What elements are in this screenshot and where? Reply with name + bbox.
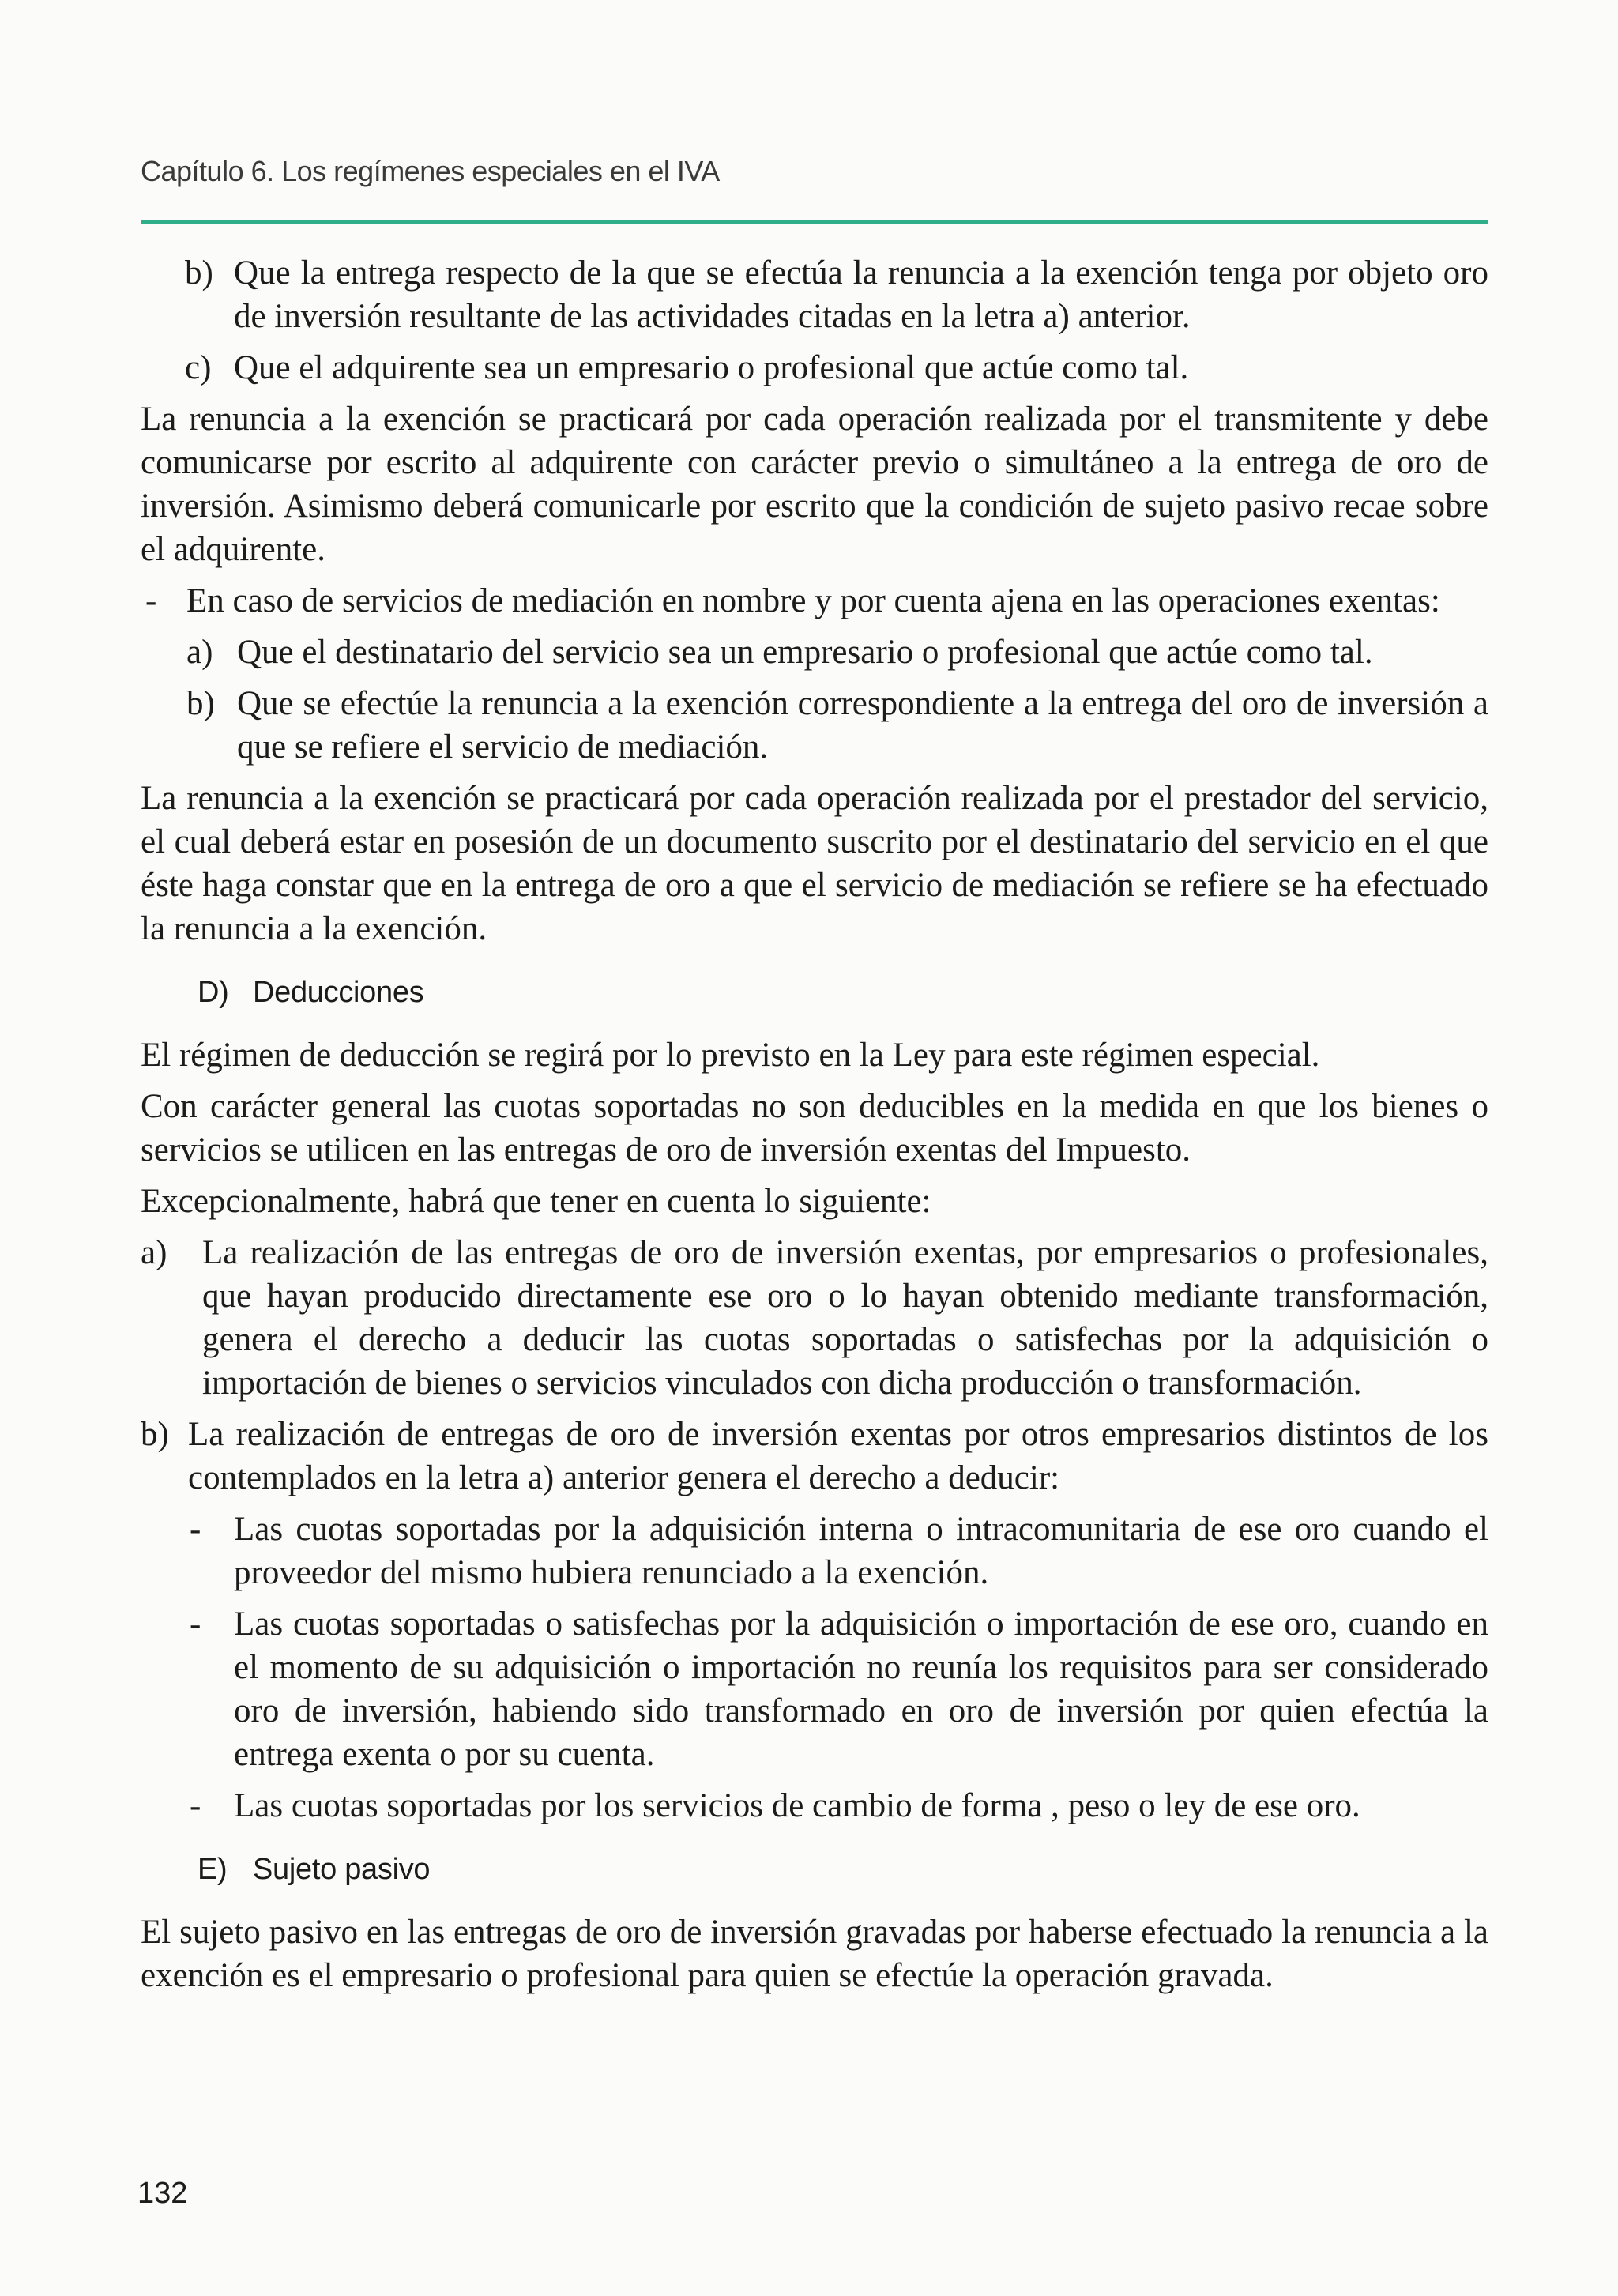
list-text: Que el destinatario del servicio sea un empresario o profesional que actúe como tal. bbox=[237, 634, 1373, 671]
header-rule bbox=[141, 220, 1488, 224]
list-item bbox=[141, 1602, 1488, 1776]
section-heading-sujeto-pasivo bbox=[198, 1848, 1488, 1891]
list-marker: b) bbox=[185, 254, 213, 292]
list-text: Las cuotas soportadas por la adquisición interna o intracomunitaria de ese oro cuando el proveedor del mismo hubiera renunciado a la exención. bbox=[234, 1511, 1488, 1591]
paragraph: El sujeto pasivo en las entregas de oro de inversión gravadas por haberse efectuado la renuncia a la exención es el empresario o profesional para quien se efectúe la operación gravada. bbox=[141, 1914, 1488, 1994]
list-item bbox=[141, 1507, 1488, 1594]
list-marker: a) bbox=[141, 1234, 167, 1271]
page-number: 132 bbox=[137, 2177, 188, 2210]
heading-letter: E) bbox=[198, 1853, 228, 1886]
page-body bbox=[141, 251, 1488, 2005]
list-marker: b) bbox=[186, 685, 215, 722]
paragraph: La renuncia a la exención se practicará por cada operación realizada por el prestador del servicio, el cual deberá estar en posesión de un documento suscrito por el destinatario del servicio en el que éste haga constar que en la entrega de oro a que el servicio de mediación se refiere se ha efectuado la renuncia a la exención. bbox=[141, 780, 1488, 947]
heading-letter: D) bbox=[198, 976, 229, 1009]
list-marker: b) bbox=[141, 1416, 169, 1453]
list-text: Que la entrega respecto de la que se efectúa la renuncia a la exención tenga por objeto oro de inversión resultante de las actividades citadas en la letra a) anterior. bbox=[234, 254, 1488, 335]
list-text: Que el adquirente sea un empresario o profesional que actúe como tal. bbox=[234, 349, 1189, 386]
list-marker: - bbox=[190, 1605, 201, 1643]
list-text: La realización de las entregas de oro de inversión exentas, por empresarios o profesionales, que hayan producido directamente ese oro o lo hayan obtenido mediante transformación, genera el derecho a deducir las cuotas soportadas o satisfechas por la adquisición o importación de bienes o servicios vinculados con dicha producción o transformación. bbox=[202, 1234, 1488, 1402]
list-item bbox=[141, 579, 1488, 623]
list-text: Las cuotas soportadas por los servicios de cambio de forma , peso o ley de ese oro. bbox=[234, 1787, 1360, 1824]
list-marker: - bbox=[190, 1511, 201, 1548]
list-item bbox=[141, 630, 1488, 674]
list-text: En caso de servicios de mediación en nombre y por cuenta ajena en las operaciones exentas: bbox=[186, 582, 1440, 619]
list-item bbox=[141, 346, 1488, 390]
list-item bbox=[141, 1784, 1488, 1827]
list-item bbox=[141, 1231, 1488, 1405]
list-item bbox=[141, 251, 1488, 338]
paragraph: La renuncia a la exención se practicará por cada operación realizada por el transmitente y debe comunicarse por escrito al adquirente con carácter previo o simultáneo a la entrega de oro de inversión. Asimismo deberá comunicarle por escrito que la condición de sujeto pasivo recae sobre el adquirente. bbox=[141, 401, 1488, 568]
list-text: La realización de entregas de oro de inversión exentas por otros empresarios distintos de los contemplados en la letra a) anterior genera el derecho a deducir: bbox=[188, 1416, 1488, 1496]
heading-title: Sujeto pasivo bbox=[253, 1853, 431, 1886]
list-marker: - bbox=[145, 582, 157, 619]
list-item bbox=[141, 1413, 1488, 1500]
list-text: Que se efectúe la renuncia a la exención correspondiente a la entrega del oro de inversión a que se refiere el servicio de mediación. bbox=[237, 685, 1488, 766]
paragraph: El régimen de deducción se regirá por lo previsto en la Ley para este régimen especial. bbox=[141, 1037, 1320, 1074]
paragraph: Con carácter general las cuotas soportadas no son deducibles en la medida en que los bienes o servicios se utilicen en las entregas de oro de inversión exentas del Impuesto. bbox=[141, 1088, 1488, 1169]
section-heading-deducciones bbox=[198, 971, 1488, 1014]
list-item bbox=[141, 682, 1488, 769]
list-marker: c) bbox=[185, 349, 212, 386]
list-text: Las cuotas soportadas o satisfechas por la adquisición o importación de ese oro, cuando en el momento de su adquisición o importación no reunía los requisitos para ser considerado oro de inversión, habiendo sido transformado en oro de inversión por quien efectúa la entrega exenta o por su cuenta. bbox=[234, 1605, 1488, 1773]
list-marker: a) bbox=[186, 634, 213, 671]
heading-title: Deducciones bbox=[253, 976, 424, 1009]
paragraph: Excepcionalmente, habrá que tener en cuenta lo siguiente: bbox=[141, 1183, 931, 1220]
list-marker: - bbox=[190, 1787, 201, 1824]
running-header: Capítulo 6. Los regímenes especiales en el IVA bbox=[141, 155, 720, 187]
